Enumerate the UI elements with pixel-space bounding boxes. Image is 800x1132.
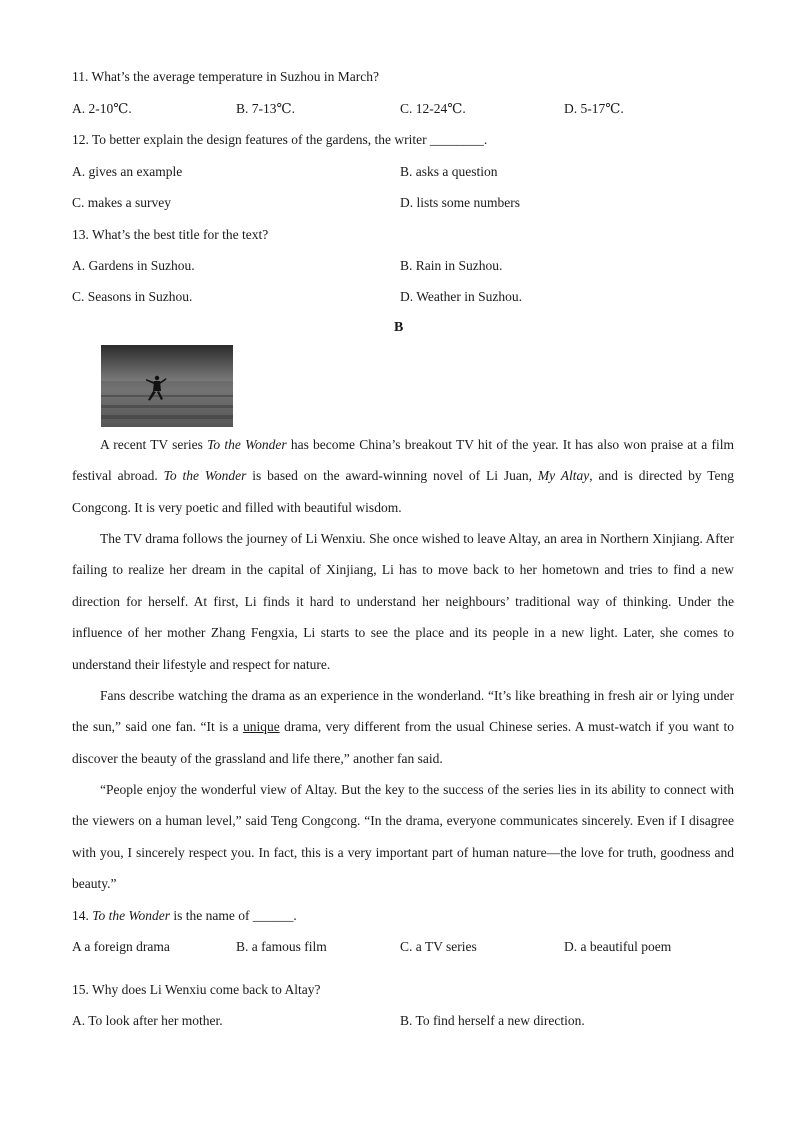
q11-option-a: A. 2-10℃.: [72, 101, 132, 116]
q11-option-d: D. 5-17℃.: [564, 101, 624, 116]
q13-option-a: A. Gardens in Suzhou.: [72, 258, 195, 273]
q14-option-b: B. a famous film: [236, 939, 327, 954]
question-15: 15. Why does Li Wenxiu come back to Altay?: [72, 982, 321, 997]
q12-option-a: A. gives an example: [72, 164, 183, 179]
q14-option-a: A a foreign drama: [72, 939, 170, 954]
question-14: [72, 908, 297, 924]
q11-option-b: B. 7-13℃.: [236, 101, 295, 116]
question-13: 13. What’s the best title for the text?: [72, 227, 269, 242]
passage-paragraph-2: [72, 523, 734, 680]
passage-paragraph-3: [72, 680, 734, 774]
section-heading: B: [394, 320, 404, 335]
q14-number: 14.: [72, 908, 93, 923]
q13-option-d: D. Weather in Suzhou.: [400, 289, 523, 304]
grassland-photo: [101, 345, 233, 427]
q12-option-d: D. lists some numbers: [400, 195, 520, 210]
p1-text: has become China’s breakout TV hit of the year. It has also won praise at a film festival abroad.: [72, 437, 734, 484]
p1-novel-title: My Altay: [537, 468, 590, 484]
p1-text: A recent TV series: [100, 437, 208, 452]
p1-text: is based on the award-winning novel of Li Juan,: [246, 468, 538, 484]
question-11: 11. What’s the average temperature in Suzhou in March?: [72, 69, 380, 84]
p4-text: “People enjoy the wonderful view of Altay. But the key to the success of the series lies in its ability to connect with the viewers on a human level,” said Teng Congcong. “In the drama, everyone communicates sincerely. Even if I disagree with you, I sincerely respect you. In fact, this is a very important part of human nature—the love for truth, goodness and beauty.”: [72, 782, 734, 892]
q14-series-title: To the Wonder: [92, 908, 171, 923]
q14-option-c: C. a TV series: [400, 939, 477, 954]
question-12: 12. To better explain the design features of the gardens, the writer ________.: [72, 132, 488, 147]
p3-text: Fans describe watching the drama as an experience in the wonderland. “It’s like breathing in fresh air or lying under the sun,” said one fan. “It is a: [72, 688, 734, 735]
p3-text: drama, very different from the usual Chinese series. A must-watch if you want to discover the beauty of the grassland and life there,” another fan said.: [72, 719, 734, 766]
p1-text: , and is directed by Teng Congcong. It is very poetic and filled with beautiful wisdom.: [72, 468, 735, 515]
q13-option-b: B. Rain in Suzhou.: [400, 258, 503, 273]
q14-stem-text: is the name of ______.: [170, 908, 297, 923]
q12-option-c: C. makes a survey: [72, 195, 171, 210]
q15-option-b: B. To find herself a new direction.: [400, 1013, 585, 1028]
passage-paragraph-1: [72, 429, 734, 523]
passage-paragraph-4: [72, 774, 734, 900]
p3-underlined-word: unique: [242, 719, 280, 735]
p2-text: The TV drama follows the journey of Li Wenxiu. She once wished to leave Altay, an area in Northern Xinjiang. After failing to realize her dream in the capital of Xinjiang, Li has to move back to her hometown and tries to find a new direction for herself. At first, Li finds it hard to understand her neighbours’ traditional way of thinking. Under the influence of her mother Zhang Fengxia, Li starts to see the place and its people in a new light. Later, she comes to understand their lifestyle and respect for nature.: [72, 531, 734, 672]
q15-option-a: A. To look after her mother.: [72, 1013, 223, 1028]
p1-series-title: To the Wonder: [163, 468, 247, 484]
q11-option-c: C. 12-24℃.: [400, 101, 466, 116]
q12-option-b: B. asks a question: [400, 164, 498, 179]
p1-series-title: To the Wonder: [207, 437, 287, 452]
q13-option-c: C. Seasons in Suzhou.: [72, 289, 193, 304]
q14-option-d: D. a beautiful poem: [564, 939, 672, 954]
